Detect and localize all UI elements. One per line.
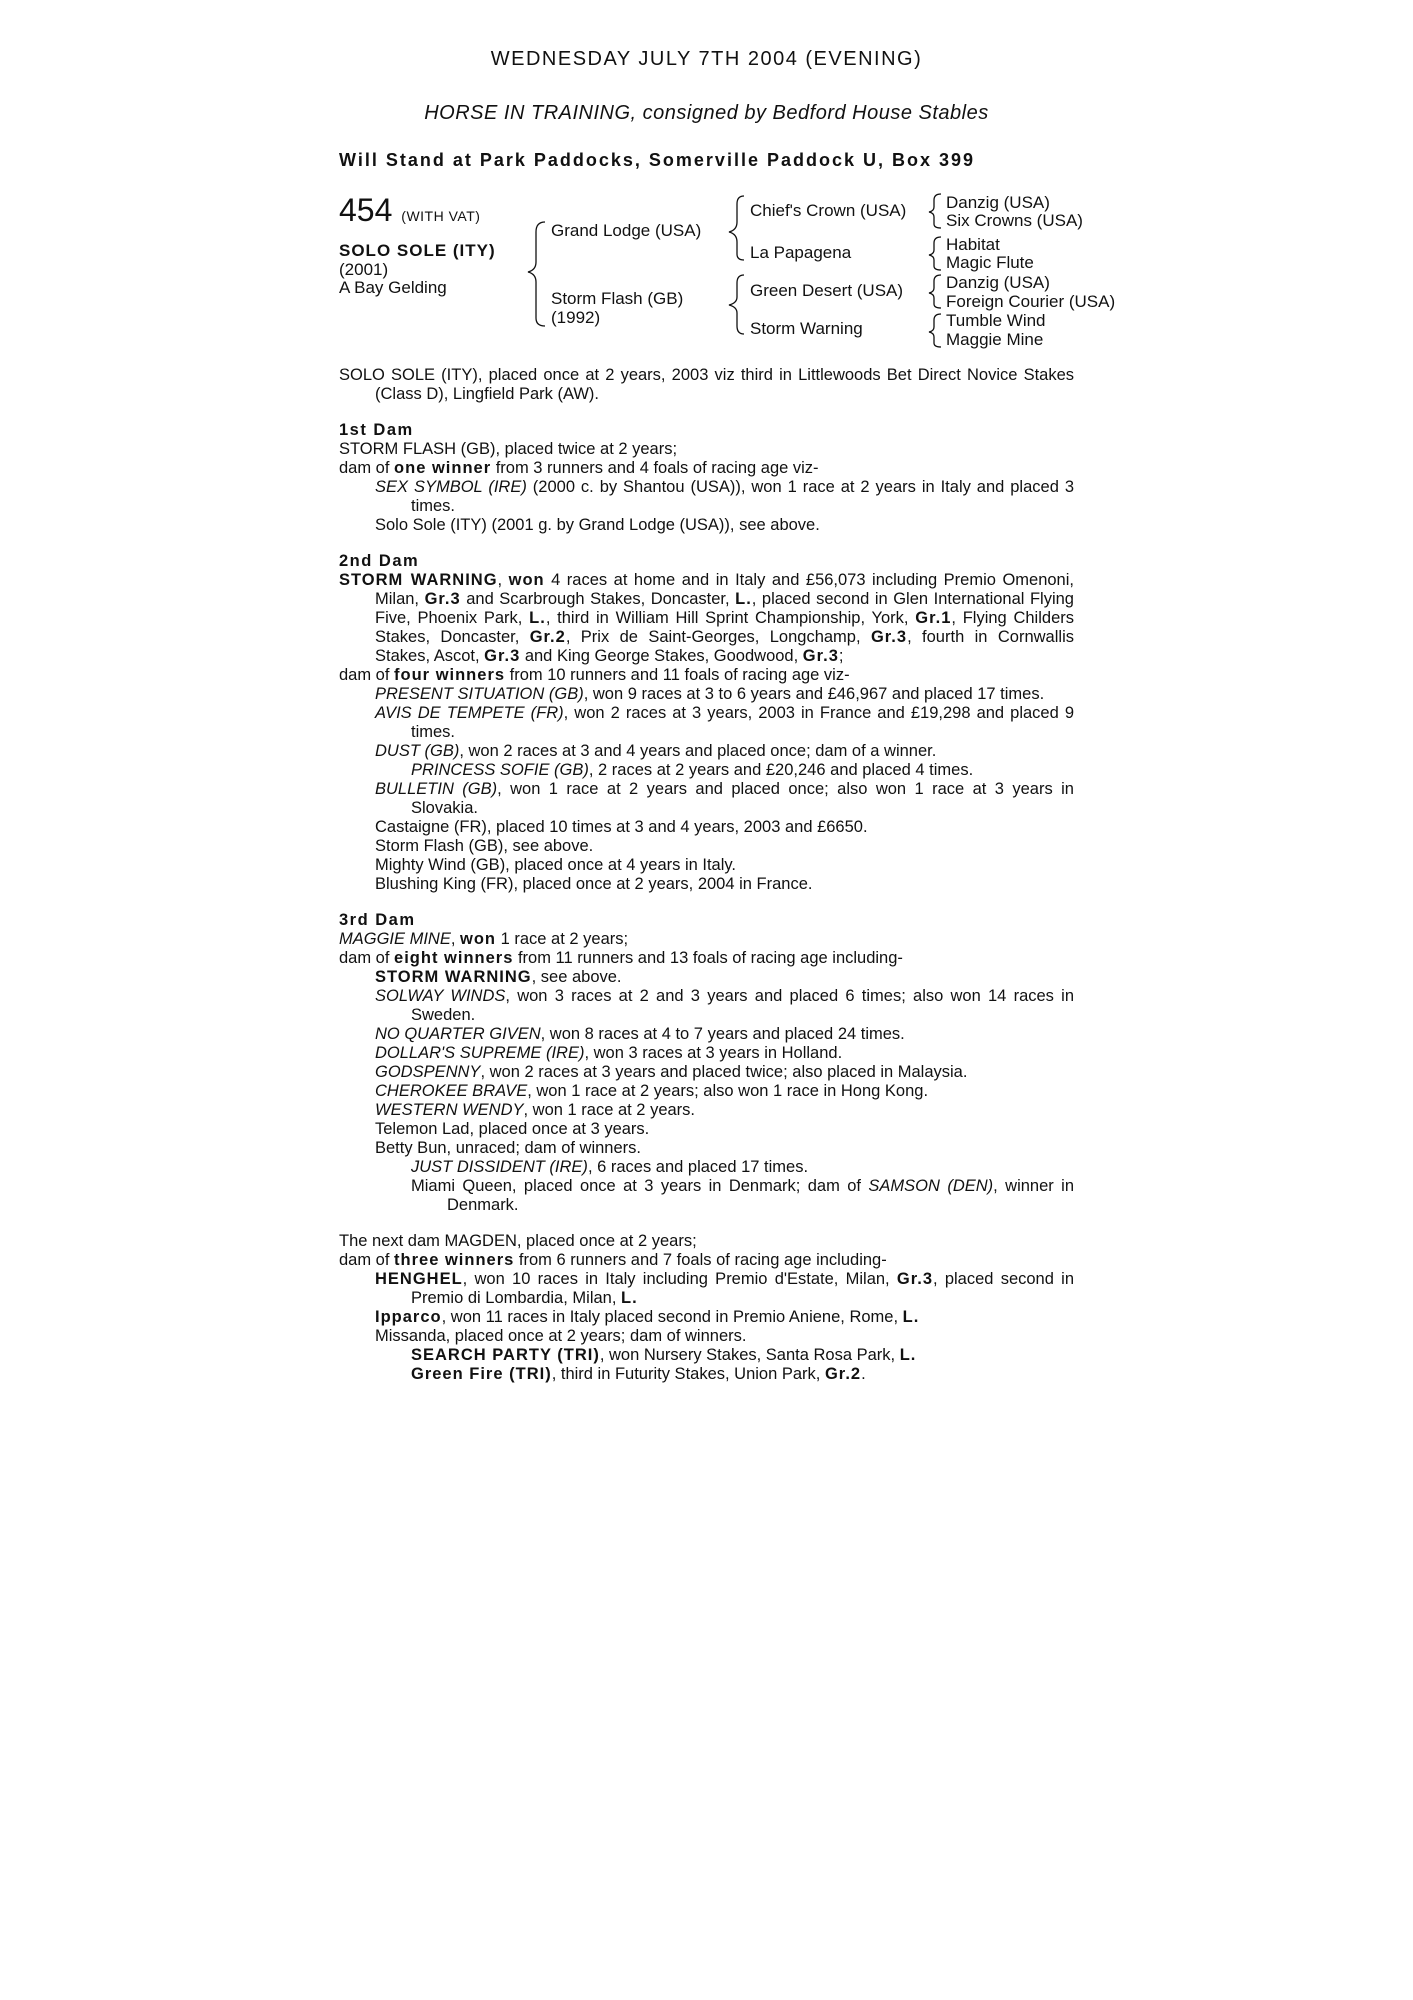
list-item: Storm Flash (GB), see above. xyxy=(375,837,594,855)
foaling-year: (2001) xyxy=(339,260,389,279)
list-item: NO QUARTER GIVEN, won 8 races at 4 to 7 years and placed 24 times. xyxy=(375,1025,905,1043)
next-dam-line: The next dam MAGDEN, placed once at 2 years; xyxy=(339,1232,697,1250)
second-dam-record: STORM WARNING, won 4 races at home and in Italy and £56,073 including Premio Omenoni, Milan, Gr.3 and Scarbrough Stakes, Doncaster, L., placed second in Glen International Flying Five, Phoenix Park, L., third in William Hill Sprint Championship, York, Gr.1, Flying Childers Stakes, Doncaster, Gr.2, Prix de Saint-Georges, Longchamp, Gr.3, fourth in Cornwallis Stakes, Ascot, Gr.3 and King George Stakes, Goodwood, Gr.3; xyxy=(339,571,1074,665)
list-item: JUST DISSIDENT (IRE), 6 races and placed 17 times. xyxy=(411,1158,809,1176)
list-item: STORM WARNING, see above. xyxy=(375,968,622,986)
list-item: DUST (GB), won 2 races at 3 and 4 years and placed once; dam of a winner. xyxy=(375,742,937,760)
pedigree-g2: Six Crowns (USA) xyxy=(946,211,1083,230)
third-dam-record: MAGGIE MINE, won 1 race at 2 years; xyxy=(339,930,629,948)
list-item: Betty Bun, unraced; dam of winners. xyxy=(375,1139,641,1157)
list-item: Missanda, placed once at 2 years; dam of winners. xyxy=(375,1327,747,1345)
list-item: BULLETIN (GB), won 1 race at 2 years and placed once; also won 1 race at 3 years in Slovakia. xyxy=(375,780,1074,817)
list-item: SEARCH PARTY (TRI), won Nursery Stakes, Santa Rosa Park, L. xyxy=(411,1346,917,1364)
first-dam-line: STORM FLASH (GB), placed twice at 2 years; xyxy=(339,440,678,458)
first-dam-heading: 1st Dam xyxy=(339,421,414,439)
pedigree-dam-sire: Green Desert (USA) xyxy=(750,281,904,300)
pedigree-g5: Danzig (USA) xyxy=(946,273,1050,292)
intro-paragraph: SOLO SOLE (ITY), placed once at 2 years, 2003 viz third in Littlewoods Bet Direct Novice Stakes (Class D), Lingfield Park (AW). xyxy=(339,366,1075,403)
list-item: DOLLAR'S SUPREME (IRE), won 3 races at 3 years in Holland. xyxy=(375,1044,843,1062)
list-item: Mighty Wind (GB), placed once at 4 years in Italy. xyxy=(375,856,737,874)
second-dam-heading: 2nd Dam xyxy=(339,552,420,570)
horse-description: A Bay Gelding xyxy=(339,278,447,297)
list-item: PRINCESS SOFIE (GB), 2 races at 2 years and £20,246 and placed 4 times. xyxy=(411,761,974,779)
list-item: Blushing King (FR), placed once at 2 years, 2004 in France. xyxy=(375,875,813,893)
list-item: Green Fire (TRI), third in Futurity Stakes, Union Park, Gr.2. xyxy=(411,1365,866,1383)
pedigree-g3: Habitat xyxy=(946,235,1000,254)
pedigree-sire: Grand Lodge (USA) xyxy=(551,221,702,240)
pedigree-g7: Tumble Wind xyxy=(946,311,1046,330)
consignor-line: HORSE IN TRAINING, consigned by Bedford House Stables xyxy=(424,102,989,124)
stand-location: Will Stand at Park Paddocks, Somerville Paddock U, Box 399 xyxy=(339,150,976,170)
list-item: PRESENT SITUATION (GB), won 9 races at 3 to 6 years and £46,967 and placed 17 times. xyxy=(375,685,1045,703)
pedigree-g4: Magic Flute xyxy=(946,253,1034,272)
list-item: HENGHEL, won 10 races in Italy including Premio d'Estate, Milan, Gr.3, placed second in Premio di Lombardia, Milan, L. xyxy=(375,1270,1074,1307)
pedigree-g8: Maggie Mine xyxy=(946,330,1044,349)
lot-number: 454 xyxy=(339,192,393,228)
third-dam-heading: 3rd Dam xyxy=(339,911,416,929)
list-item: Solo Sole (ITY) (2001 g. by Grand Lodge (USA)), see above. xyxy=(375,516,820,534)
pedigree-g1: Danzig (USA) xyxy=(946,193,1050,212)
pedigree-dam-dam: Storm Warning xyxy=(750,319,863,338)
vat-note: (WITH VAT) xyxy=(401,208,481,224)
list-item: AVIS DE TEMPETE (FR), won 2 races at 3 years, 2003 in France and £19,298 and placed 9 times. xyxy=(375,704,1074,741)
first-dam-produce: dam of one winner from 3 runners and 4 foals of racing age viz- xyxy=(339,459,819,477)
sale-date-heading: WEDNESDAY JULY 7TH 2004 (EVENING) xyxy=(490,48,923,70)
pedigree-sire-sire: Chief's Crown (USA) xyxy=(750,201,907,220)
list-item: Ipparco, won 11 races in Italy placed second in Premio Aniene, Rome, L. xyxy=(375,1308,920,1326)
list-item: GODSPENNY, won 2 races at 3 years and placed twice; also placed in Malaysia. xyxy=(375,1063,968,1081)
pedigree-dam-year: (1992) xyxy=(551,308,601,327)
next-dam-produce: dam of three winners from 6 runners and 7 foals of racing age including- xyxy=(339,1251,887,1269)
list-item: SEX SYMBOL (IRE) (2000 c. by Shantou (USA)), won 1 race at 2 years in Italy and placed 3 times. xyxy=(375,478,1074,515)
pedigree-dam: Storm Flash (GB) xyxy=(551,289,684,308)
catalogue-body xyxy=(339,366,1074,1384)
list-item: Miami Queen, placed once at 3 years in Denmark; dam of SAMSON (DEN), winner in Denmark. xyxy=(411,1177,1075,1214)
list-item: CHEROKEE BRAVE, won 1 race at 2 years; also won 1 race in Hong Kong. xyxy=(375,1082,929,1100)
list-item: Telemon Lad, placed once at 3 years. xyxy=(375,1120,650,1138)
pedigree-sire-dam: La Papagena xyxy=(750,243,852,262)
third-dam-produce: dam of eight winners from 11 runners and 13 foals of racing age including- xyxy=(339,949,903,967)
pedigree-g6: Foreign Courier (USA) xyxy=(946,292,1116,311)
second-dam-produce: dam of four winners from 10 runners and 11 foals of racing age viz- xyxy=(339,666,850,684)
horse-name: SOLO SOLE (ITY) xyxy=(339,241,496,260)
list-item: WESTERN WENDY, won 1 race at 2 years. xyxy=(375,1101,696,1119)
list-item: Castaigne (FR), placed 10 times at 3 and 4 years, 2003 and £6650. xyxy=(375,818,868,836)
list-item: SOLWAY WINDS, won 3 races at 2 and 3 years and placed 6 times; also won 14 races in Sweden. xyxy=(375,987,1074,1024)
